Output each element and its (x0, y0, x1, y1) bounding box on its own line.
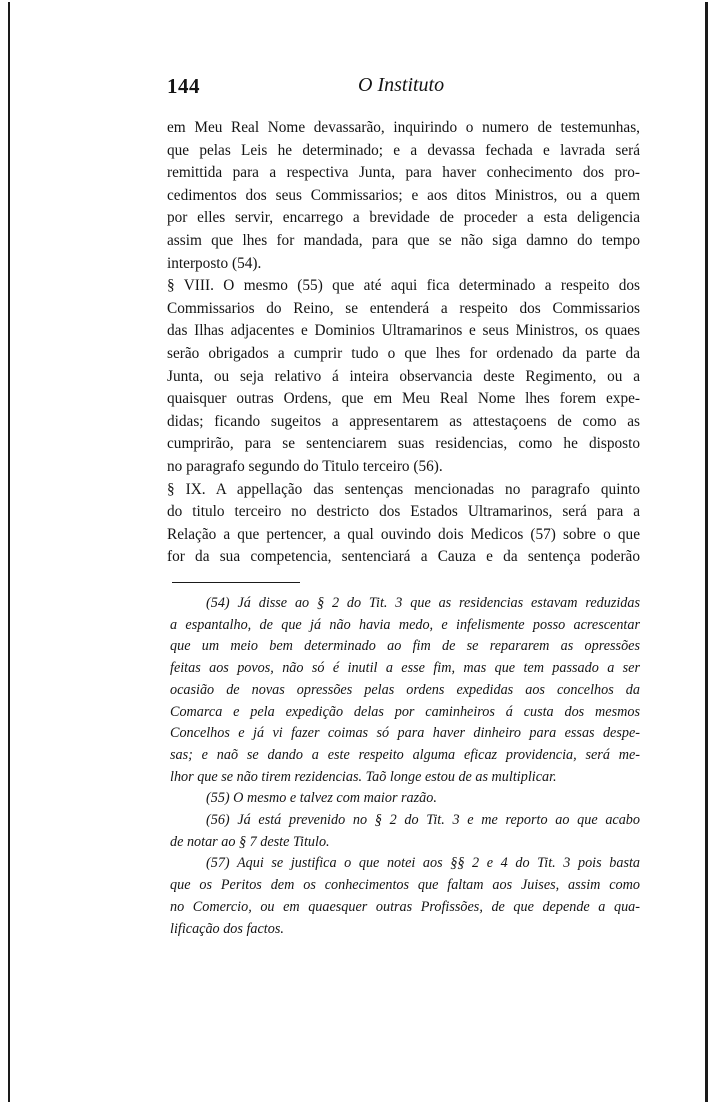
footnote-separator (172, 582, 300, 583)
footnotes (170, 593, 640, 940)
footnote-line: feitas aos povos, não só é inutil a esse fim, mas que tem passado a ser (170, 660, 640, 677)
footnote-line: lhor que se não tirem rezidencias. Taõ longe estou de as multiplicar. (170, 768, 557, 785)
text-line: Relação a que pertencer, a qual ouvindo dois Medicos (57) sobre o que (167, 525, 640, 543)
text-line: § VIII. O mesmo (55) que até aqui fica determinado a respeito dos (167, 277, 640, 295)
footnote-line: sas; e naõ se dando a este respeito alguma eficaz providencia, será me- (170, 746, 640, 763)
footnote-line: Comarca e pela expedição delas por caminheiros á custa dos mesmos (170, 703, 640, 720)
footnote-line: de notar ao § 7 deste Titulo. (170, 833, 330, 850)
footnote-line: Concelhos e já vi fazer coimas só para haver dinheiro para essas despe- (170, 725, 640, 742)
text-line: no paragrafo segundo do Titulo terceiro (56). (167, 457, 443, 475)
text-line: interposto (54). (167, 254, 262, 272)
main-text (167, 117, 640, 569)
footnote-line: (56) Já está prevenido no § 2 do Tit. 3 e me reporto ao que acabo (206, 812, 640, 829)
footnote-line: a espantalho, de que já não havia medo, e infelismente posso acrescentar (170, 616, 640, 633)
text-line: remittida para a respectiva Junta, para haver conhecimento dos pro- (167, 164, 640, 182)
text-line: Junta, ou seja relativo á inteira observancia deste Regimento, ou a (167, 367, 640, 385)
footnote-line: (54) Já disse ao § 2 do Tit. 3 que as residencias estavam reduzidas (206, 595, 640, 611)
text-line: quaisquer outras Ordens, que em Meu Real Nome lhes forem expe- (167, 390, 640, 408)
footnote-line: (57) Aqui se justifica o que notei aos §§ 2 e 4 do Tit. 3 pois basta (206, 855, 640, 872)
text-line: cedimentos dos seus Commissarios; e aos ditos Ministros, ou a quem (167, 186, 640, 204)
footnote-line: no Comercio, ou em quaesquer outras Profissões, de que depende a qua- (170, 898, 640, 915)
footnote-line: lificação dos factos. (170, 920, 284, 937)
text-line: § IX. A appellação das sentenças mencionadas no paragrafo quinto (167, 480, 640, 498)
running-head: O Instituto (358, 74, 445, 96)
text-line: em Meu Real Nome devassarão, inquirindo o numero de testemunhas, (167, 119, 640, 136)
text-line: didas; ficando sugeitos a appresentarem as attestaçoens de como as (167, 412, 640, 430)
text-line: for da sua competencia, sentenciará a Cauza e da sentença poderão (167, 548, 640, 566)
text-line: cumprirão, para se sentenciarem suas residencias, como he disposto (167, 435, 640, 453)
footnote-line: que os Peritos dem os conhecimentos que faltam aos Juises, assim como (170, 877, 640, 894)
text-line: serão obrigados a cumprir tudo o que lhes for ordenado da parte da (167, 344, 640, 362)
page-number: 144 (167, 74, 200, 98)
text-line: das Ilhas adjacentes e Dominios Ultramarinos e seus Ministros, os quaes (167, 322, 640, 340)
text-line: Commissarios do Reino, se entenderá a respeito dos Commissarios (167, 299, 640, 317)
footnote-line: que um meio bem determinado ao fim de se repararem as opressões (170, 638, 640, 655)
text-line: que pelas Leis he determinado; e a devassa fechada e lavrada será (167, 141, 640, 159)
footnote-line: (55) O mesmo e talvez com maior razão. (206, 790, 437, 807)
footnote-line: ocasião de novas opressões pelas ordens expedidas aos concelhos da (170, 681, 640, 698)
text-line: do titulo terceiro no destricto dos Estados Ultramarinos, será para a (167, 503, 640, 521)
text-line: por elles servir, encarrego a brevidade de proceder a esta deligencia (167, 209, 640, 227)
text-line: assim que lhes for mandada, para que se não siga damno do tempo (167, 231, 640, 249)
